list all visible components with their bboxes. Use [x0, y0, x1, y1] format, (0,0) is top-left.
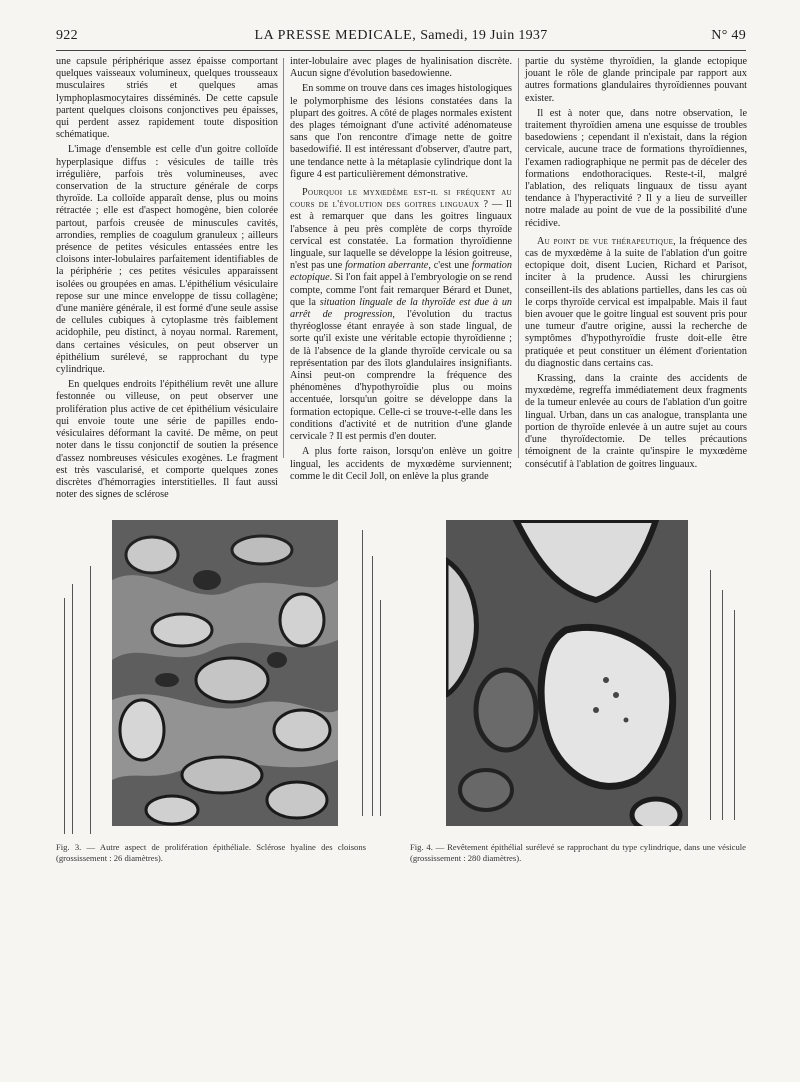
- header-rule: [56, 50, 746, 51]
- figure-rule: [372, 556, 373, 816]
- column-1: [56, 56, 278, 501]
- journal-title: [56, 28, 746, 44]
- page-number: 922: [56, 28, 78, 43]
- figure-rule: [64, 598, 65, 834]
- col1-paragraph: L'image d'ensemble est celle d'un goitre colloïde hyperplasique diffus : vésicules de taille très irrégulière, parfois très volumineuses, avec conservation de la structure générale de corps thyroïde. La colloïde apparaît dense, plus ou moins rétractée ; elle est d'aspect homogène, bien colorée partout, parfois creusée de minuscules cavités, arrondies, remplies de coagulum granuleux ; ailleurs présence de petites vésicules entassées entre les cloisons inter-lobulaires parfaitement identifiables de la périphérie ; ces petites vésicules apparaissent isolées ou groupées en amas. L'épithélium vésiculaire repose sur une mince enveloppe de tissu collagène; d'une manière générale, il est formé d'une seule assise de cellules cubiques à cytoplasme très faiblement acidophile, peu distinct, à noyau normal. Rarement, dans certaines vésicules, on peut observer un épithélium surélevé, se rapprochant du type cylindrique.: [56, 144, 278, 376]
- col1-paragraph: une capsule périphérique assez épaisse comportant quelques vaisseaux volumineux, quelques trousseaux musculaires striés et quelques amas lymphoplasmocytaires disséminés. De cette capsule partent quelques cloisons conjonctives peu épaisses, qui perdent assez rapidement toute disposition schématique.: [56, 56, 278, 141]
- col2-paragraph: En somme on trouve dans ces images histologiques le polymorphisme des lésions constatées dans la plupart des goitres. A côté de plages normales existent des plages témoignant d'une activité adénomateuse sans que l'on rencontre d'image nette de goitre basedowifié. Il est intéressant d'observer, d'autre part, une tendance nette à la métaplasie cylindrique dont la figure 4 est particulièrement démonstrative.: [290, 83, 512, 180]
- col2-paragraph: inter-lobulaire avec plages de hyalinisation discrète. Aucun signe d'évolution basedowienne.: [290, 56, 512, 80]
- figure-4-caption: Fig. 4. — Revêtement épithélial surélevé se rapprochant du type cylindrique, dans une vésicule (grossissement : 280 diamètres).: [410, 842, 746, 863]
- figure-rule: [722, 590, 723, 820]
- col3-paragraph: Krassing, dans la crainte des accidents de myxœdème, regreffa immédiatement deux fragments de la tumeur enlevée au cours de l'ablation d'un goitre lingual. Urban, dans un cas analogue, transplanta une portion de thyroïde enlevée à un autre sujet au cours d'une thyroïdectomie. De telles précautions témoignent de la crainte qu'inspire le myxœdème consécutif à l'ablation de goitres linguaux.: [525, 373, 747, 470]
- issue-date: Samedi, 19 Juin 1937: [420, 28, 548, 43]
- column-2: [290, 56, 512, 483]
- figure-rule: [380, 600, 381, 816]
- figure-3-micrograph: [112, 520, 338, 826]
- publication-name: LA PRESSE MEDICALE,: [254, 28, 417, 43]
- figure-rule: [90, 566, 91, 834]
- issue-number: N° 49: [711, 28, 746, 43]
- col2-paragraph: A plus forte raison, lorsqu'on enlève un goitre lingual, les accidents de myxœdème surviennent; comme le dit Cecil Joll, on enlève la plus grande: [290, 446, 512, 482]
- column-3: [525, 56, 747, 471]
- col3-paragraph: partie du système thyroïdien, la glande ectopique jouant le rôle de glande principale par rapport aux autres formations glandulaires thyroïdiennes pouvant exister.: [525, 56, 747, 104]
- running-header: [56, 28, 746, 50]
- col1-paragraph: En quelques endroits l'épithélium revêt une allure festonnée ou villeuse, on peut observer une prolifération plus active de cet épithélium vésiculaire qui envoie toute une série de papilles endo-vésiculaires déformant la cavité. De même, on peut noter dans le tissu conjonctif de soutien la présence d'assez nombreuses vésicules exogènes. Le fragment est très vascularisé, et comporte quelques zones discrètes d'hémorragies interstitielles. Il faut aussi noter des signes de sclérose: [56, 379, 278, 501]
- col3-paragraph: Il est à noter que, dans notre observation, le traitement thyroïdien amena une esquisse de troubles basedowiens ; cependant il n'existait, dans la région cervicale, aucune trace de formations thyroïdiennes, l'examen radiographique ne permit pas de déceler des formations endothoraciques. Reste-t-il, malgré l'ablation, des reliquats linguaux de tissu ayant tendance à l'hyperactivité ? Il y a lieu de surveiller notre malade au point de vue de la possibilité d'une récidive.: [525, 107, 747, 229]
- column-divider: [518, 58, 519, 458]
- column-divider: [283, 58, 284, 458]
- section-heading: Au point de vue thérapeutique,: [537, 235, 677, 247]
- figure-4-micrograph: [446, 520, 688, 826]
- figure-rule: [710, 570, 711, 820]
- section-heading: Pourquoi le myxœdème est-il si fréquent au cours de l'évolution des goitres linguaux ?: [290, 187, 512, 211]
- figure-rule: [734, 610, 735, 820]
- micrograph-image: [112, 520, 338, 826]
- figure-rule: [72, 584, 73, 834]
- col3-section: Au point de vue thérapeutique, la fréquence des cas de myxœdème à la suite de l'ablation d'un goitre ectopique doit, disent Lucien, Richard et Parisot, inciter à la prudence. Aussi les chirurgiens conseillent-ils des ablations partielles, dans les cas où le corps thyroïde cervical est impalpable. Mais il faut bien avouer que le goitre lingual est souvent pris pour une tumeur d'autre origine, aussi la recherche de symptômes d'hypothyroïdie fruste doit-elle être pratiquée et peut constituer un élément d'orientation du diagnostic dans certains cas.: [525, 235, 747, 369]
- col2-section: Pourquoi le myxœdème est-il si fréquent au cours de l'évolution des goitres linguaux ? — Il est à remarquer que dans les goitres linguaux l'absence à peu près complète de corps thyroïde cervical est constatée. La formation thyroïdienne linguale, sur laquelle se développe la lésion goitreuse, n'est pas une formation aberrante, c'est une formation ectopique. Si l'on fait appel à l'embryologie on se rend compte, comme l'ont fait remarquer Bérard et Dunet, que la situation linguale de la thyroïde est due à un arrêt de progression, l'évolution du tractus thyréoglosse étant enrayée à son stade lingual, de sorte qu'il existe une véritable ectopie thyroïdienne ; de là l'absence de la glande thyroïde cervicale ou sa représentation par des îlots glandulaires insignifiants. Ainsi peut-on comprendre la fréquence des phénomènes d'hypothyroïdie plus ou moins accentuée, lorsqu'un goitre se développe dans la formation ectopique. Celle-ci se trouve-t-elle dans les conditions d'activité et de nutrition d'une glande cervicale ? Il est permis d'en douter.: [290, 187, 513, 443]
- micrograph-image: [446, 520, 688, 826]
- figure-3-caption: Fig. 3. — Autre aspect de prolifération épithéliale. Sclérose hyaline des cloisons (grossissement : 26 diamètres).: [56, 842, 366, 863]
- figure-rule: [362, 530, 363, 816]
